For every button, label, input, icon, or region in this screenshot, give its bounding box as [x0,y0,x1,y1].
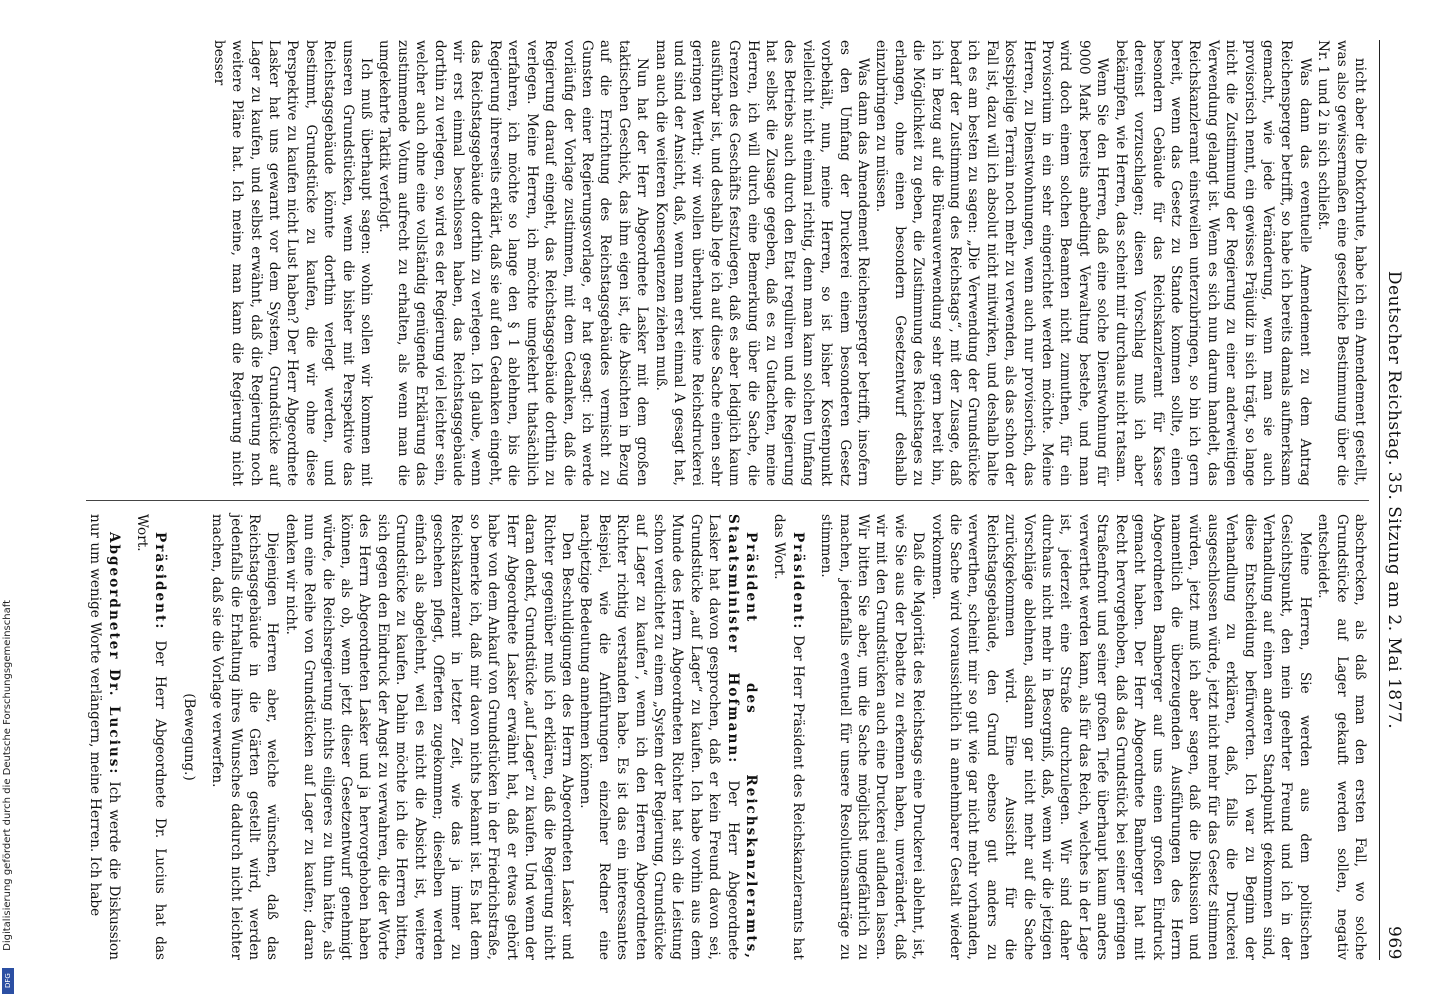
paragraph: Wenn Sie den Herren, daß eine solche Dienstwohnung für 9000 Mark bereits anbedingt Verwaltung bestehe, und man wird doch einem solchen Beamten nicht zumuthen, für ein Provisorium in ein sehr eingerichtet werden möchte. Meine Herren, zu Dienstwohnungen, wenn auch nur provisorisch, das kostspielige Terrain noch mehr zu verwenden, als das schon der Fall ist, dazu will ich absolut nicht mitwirken, und deshalb halte ich es am besten zu sagen: „Die Verwendung der Grundstücke bedarf der Zustimmung des Reichstags“, mit der Zusage, daß ich in Bezug auf die Büreauverwendung sehr gern bereit bin, die Möglichkeit zu geben, die Zustimmung des Reichstages zu erlangen, ohne einen besondern Gesetzentwurf deshalb einzubringen zu müssen. [873,40,1111,486]
page-number: 969 [1384,926,1404,960]
speech-text: Der Herr Präsident des Reichskanzleramts hat das Wort. [771,514,806,960]
speaker-name: Präsident: [789,532,806,631]
speech-text: Ich werde die Diskussion nur um wenige Worte verlängern, meine Herren. Ich habe [87,514,122,960]
speaker-name: Abgeordneter Dr. Lucius: [105,532,122,776]
paragraph: Diejenigen Herren aber, welche wünschen, daß das Reichstagsgebäude in die Gärten gestellt wird, werden jedenfalls die Erhaltung ihres Wunsches dadurch nicht leichter machen, daß sie die Vorlage verwerfen. [209,514,281,960]
speaker-name: Präsident: [152,532,169,631]
left-column [86,40,1369,486]
paragraph: abschrecken, als daß man den ersten Fall, wo solche Grundstücke auf Lager gekauft werden sollen, negativ entscheidet. [1315,514,1368,960]
paragraph: nicht aber die Doktorhute, habe ich ein Amendement gestellt, was also gewissermaßen eine gesetzliche Bestimmung über die Nr. 1 und 2 in sich schließt. [1315,40,1368,486]
paragraph: Daß die Majorität des Reichstags eine Druckerei ablehnt, ist, wie Sie aus der Debatte zu erkennen haben, unverändert, daß wir mit den Grundstücken auch eine Druckerei aufladen lassen. Wir bitten Sie aber, um die Sache möglichst ungefährlich zu machen, jedenfalls eventuell für unsere Resolutionsanträge zu stimmen. [818,514,927,960]
paragraph: Meine Herren, Sie werden aus dem politischen Gesichtspunkt, den mein geehrter Freund und ich in der Verhandlung auf einen anderen Standpunkt gekommen sind, diese Entscheidung befürworten. Ich war zu Beginn der Verhandlung zu erklären, daß, falls die Druckerei ausgeschlossen würde, jetzt nicht mehr für das Gesetz stimmen würden, jetzt muß ich aber sagen, daß die Diskussion und namentlich die überzeugenden Ausführungen des Herrn Abgeordneten Bamberger auf uns einen großen Eindruck gemacht haben. Der Herr Abgeordnete Bamberger hat mit Recht hervorgehoben, daß das Grundstück bei seiner geringen Straßenfront und seiner großen Tiefe überhaupt kaum anders verwerthet werden kann, als für das Reich, welches in der Lage ist, jederzeit eine Straße durchzulegen. Wir sind daher durchaus nicht mehr in Besorgniß, daß, wenn wir die jetzigen Vorschläge ablehnen, alsdann gar nicht mehr auf die Sache zurückgekommen wird. Eine Aussicht für die Reichstagsgebäude, den Grund ebenso gut anders zu verwerthen, scheint mir so gut wie gar nicht mehr vorhanden, die Sache wird voraussichtlich in annehmbarer Gestalt wieder vorkommen. [928,514,1313,960]
paragraph [86,514,123,960]
page-header [1379,40,1406,960]
digitization-credit: Digitalisierung gefördert durch die Deutsche Forschungsgemeinschaft [2,600,13,951]
right-column [86,514,1369,960]
paragraph: Ich muß überhaupt sagen: wohin sollen wir kommen mit unseren Grundstücken, wenn die bisher mit Perspektive das Reichstagsgebäude könnte dorthin verlegt werden, und bestimmt, Grundstücke zu kaufen, die wir ohne diese Perspektive zu kaufen nicht Lust haben? Der Herr Abgeordnete Lasker hat uns gewarnt vor dem System, Grundstücke auf Lager zu kaufen, und selbst erwähnt, daß die Regierung noch weitere Pläne hat. Ich meine, man kann die Regierung nicht besser [210,40,375,486]
paragraph: Was dann das Amendement Reichensperger betrifft, insofern es den Umfang der Druckerei einem besonderen Gesetz vorbehält, nun, meine Herren, so ist bisher Kostenpunkt vielleicht nicht einmal richtig, denn man kann solchen Umfang des Betriebs auch durch den Etat reguliren und die Regierung hat selbst die Zusage gegeben, daß es zu Gutachten, meine Herren, ich will durch eine Bemerkung über die Sache, die Grenzen des Geschäfts festzulegen, daß es aber lediglich kaum ausführbar ist, und deshalb lege ich auf diese Sache einen sehr geringen Werth; wir wollen überhaupt keine Reichsdruckerei und sind der Ansicht, daß, wenn man erst einmal A gesagt hat, man auch die weiteren Konsequenzen ziehen muß. [652,40,872,486]
paragraph [770,514,807,960]
paragraph: Was dann das eventuelle Amendement zu dem Antrag Reichensperger betrifft, so habe ich bereits damals aufmerksam gemacht, wie jede Veränderung, wenn man sie auch provisorisch nennt, ein gewisses Präjudiz in sich trägt, so lange nicht die Zustimmung der Regierung zu einer anderweitigen Verwendung gelangt ist. Wenn es sich nun darum handelt, das Reichskanzleramt einstweilen unterzubringen, so bin ich gern bereit, wenn das Gesetz zu Stande kommen sollte, einen besondern Gebäude für das Reichskanzleramt für Kasse dereinst vorzuschlagen; diesen Vorschlag muß ich aber bekämpfen, wie Herren, das scheint mir durchaus nicht ratsam. [1112,40,1313,486]
page-title: Deutscher Reichstag. 35. Sitzung am 2. Mai 1877. [1384,270,1404,730]
speech-text: Der Herr Abgeordnete Dr. Lucius hat das Wort. [134,514,169,960]
text-columns [86,40,1369,960]
dfg-logo: DFG [2,968,14,994]
paragraph [576,514,760,960]
speech-text: Der Herr Abgeordnete Lasker hat davon gesprochen, daß er kein Freund davon sei, Grundstücke „auf Lager“ zu kaufen. Ich habe vorhin aus dem Munde des Herrn Abgeordneten Richter hat sich die Leistung schon verdichtet zu einem „System der Regierung, Grundstücke auf Lager zu kaufen“, wenn ich den Herren Abgeordneten Richter richtig verstanden habe. Es ist das ein interessantes Beispiel, wie die Anführungen einzelner Redner eine nachjetzige Bedeutung annehmen können. [577,514,741,960]
paragraph [133,514,170,960]
paragraph: Nun hat der Herr Abgeordnete Lasker mit dem großen taktischen Geschick, das ihm eigen ist, die Absichten in Bezug auf die Errichtung des Reichstagsgebäudes vermischt zu Gunsten einer Regierungsvorlage, er hat gesagt: ich werde vorläufig der Vorlage zustimmen, mit dem Gedanken, daß die Regierung darauf eingeht, das Reichstagsgebäude dorthin zu verlegen. Meine Herren, ich möchte umgekehrt thatsächlich verfahren, ich möchte so lange den § 1 ablehnen, bis die Regierung ihrerseits erklärt, daß sie auf den Gedanken eingeht, das Reichstagsgebäude dorthin zu verlegen. Ich glaube, wenn wir erst einmal beschlossen haben, das Reichstagsgebäude dorthin zu verlegen, so wird es der Regierung viel leichter sein, welcher auch ohne eine vollständig genügende Erklärung das zustimmende Votum aufrecht zu erhalten, als wenn man die umgekehrte Taktik verfolgt. [376,40,651,486]
speaker-name: Präsident des Reichskanzleramts, Staatsminister Hofmann: [724,514,759,960]
paragraph: (Bewegung.) [180,693,197,781]
paragraph: Den Beschuldigungen des Herrn Abgeordneten Lasker und Richter gegenüber muß ich erklären, daß die Regierung nicht daran denkt, Grundstücke „auf Lager“ zu kaufen. Und wenn der Herr Abgeordnete Lasker erwähnt hat, daß er etwas gehört habe von dem Ankauf von Grundstücken in der Friedrichstraße, so bemerke ich, daß mir davon nichts bekannt ist. Es hat dem Reichskanzleramt in letzter Zeit, wie das ja immer zu geschehen pflegt, Offerten zugekommen; dieselben werden einfach als abgelehnt, weil es nicht die Absicht ist, weitere Grundstücke zu kaufen. Dahin möchte ich die Herren bitten, sich gegen den Eindruck der Angst zu verwahren, die der Worte des Herrn Abgeordneten Lasker und ja hervorgehoben haben können, als ob, wenn jetzt dieser Gesetzentwurf genehmigt würde, die Reichsregierung nichts eiligeres zu thun hätte, als nun eine Reihe von Grundstücken auf Lager zu kaufen; daran denken wir nicht. [282,514,575,960]
